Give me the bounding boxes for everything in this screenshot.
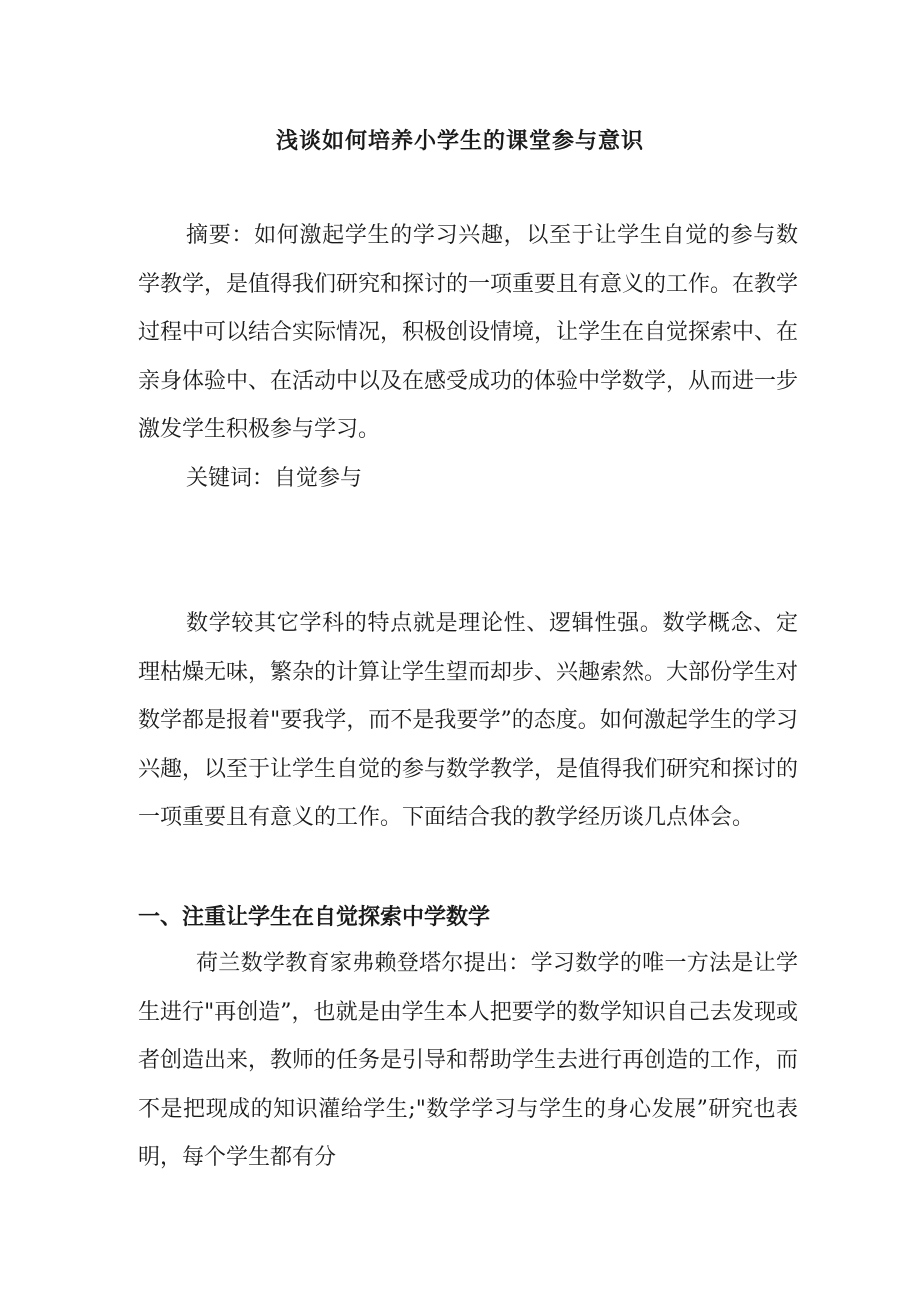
section-1-paragraph: 荷兰数学教育家弗赖登塔尔提出：学习数学的唯一方法是让学生进行"再创造”，也就是由学生本人把要学的数学知识自己去发现或者创造出来，教师的任务是引导和帮助学生去进行再创造的工作，而不是把现成的知识灌给学生;"数学学习与学生的身心发展”研究也表明，每个学生都有分 — [138, 951, 799, 1170]
intro-paragraph: 数学较其它学科的特点就是理论性、逻辑性强。数学概念、定理枯燥无味，繁杂的计算让学生望而却步、兴趣索然。大部份学生对数学都是报着"要我学，而不是我要学”的态度。如何激起学生的学习兴趣，以至于让学生自觉的参与数学教学，是值得我们研究和探讨的一项重要且有意义的工作。下面结合我的教学经历谈几点体会。 — [138, 611, 799, 830]
abstract-paragraph: 摘要：如何激起学生的学习兴趣，以至于让学生自觉的参与数学教学，是值得我们研究和探讨的一项重要且有意义的工作。在教学过程中可以结合实际情况，积极创设情境，让学生在自觉探索中、在亲身体验中、在活动中以及在感受成功的体验中学数学，从而进一步激发学生积极参与学习。 — [138, 223, 799, 442]
document-title: 浅谈如何培养小学生的课堂参与意识 — [275, 128, 644, 154]
section-heading-1: 一、注重让学生在自觉探索中学数学 — [138, 904, 491, 930]
keywords-line: 关键词：自觉参与 — [186, 466, 363, 491]
